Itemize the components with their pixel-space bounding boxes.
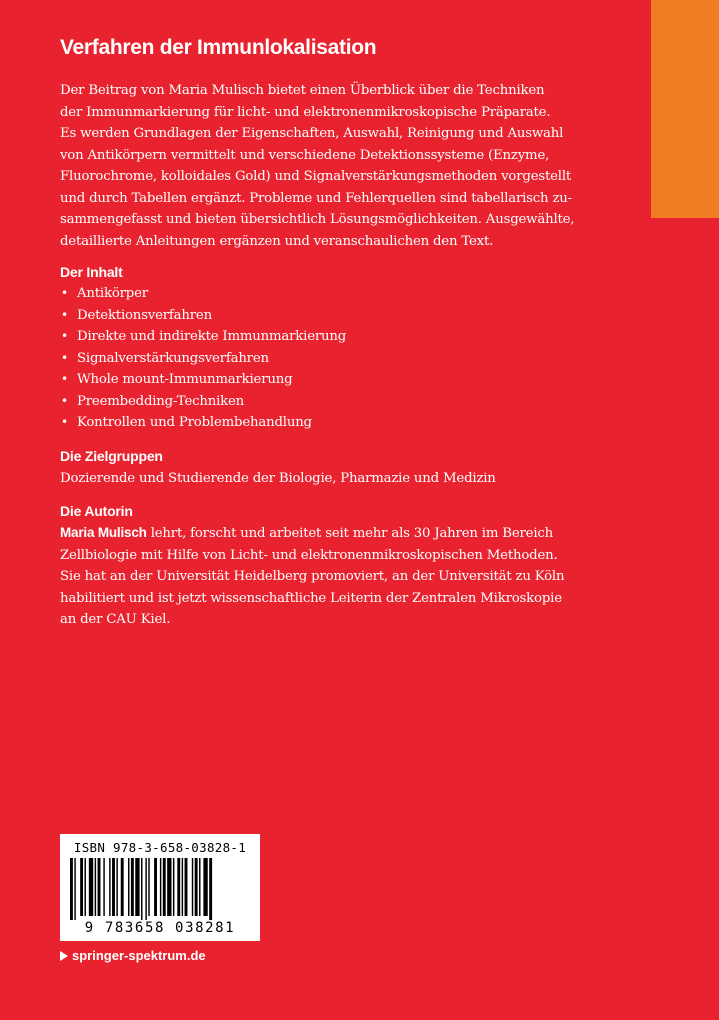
barcode-bar: [70, 858, 73, 920]
bullet-icon: •: [61, 329, 68, 343]
barcode-bar: [145, 858, 146, 920]
list-item: [60, 412, 600, 434]
barcode-bar: [167, 858, 171, 916]
ean-digits: 9 783658 038281: [84, 920, 236, 936]
bullet-icon: •: [61, 307, 68, 322]
publisher-url: springer-spektrum.de: [72, 948, 206, 963]
barcode-bar: [148, 858, 149, 916]
bullet-icon: •: [61, 350, 68, 365]
author-bio-paragraph: [60, 522, 600, 631]
intro-line: Fluorochrome, kolloidales Gold) und Signalverstärkungsmethoden vorgestellt: [60, 169, 572, 184]
barcode-bar: [182, 858, 183, 916]
barcode-bar: [103, 858, 104, 916]
barcode-bar: [209, 858, 212, 920]
intro-line: von Antikörpern vermittelt und verschiedene Detektionssysteme (Enzyme,: [60, 147, 550, 163]
barcode-bar: [116, 858, 117, 916]
intro-paragraph: [60, 80, 600, 252]
list-item-label: Direkte und indirekte Immunmarkierung: [77, 329, 347, 344]
barcode-bars-icon: [70, 858, 250, 920]
barcode-bar: [80, 858, 83, 916]
barcode-bar: [185, 858, 188, 916]
barcode-bar: [192, 858, 193, 916]
intro-line: detaillierte Anleitungen ergänzen und veranschaulichen den Text.: [60, 233, 494, 249]
intro-line: und durch Tabellen ergänzt. Probleme und Fehlerquellen sind tabellarisch zu-: [60, 190, 572, 206]
barcode-bar: [177, 858, 180, 916]
intro-line: der Immunmarkierung für licht- und elektronenmikroskopische Präparate.: [60, 104, 551, 120]
barcode-bar: [89, 858, 93, 916]
list-item-label: Preembedding-Techniken: [77, 393, 245, 409]
intro-line: sammengefasst und bieten übersichtlich Lösungsmöglichkeiten. Ausgewählte,: [60, 212, 575, 227]
barcode-bar: [173, 858, 174, 916]
isbn-barcode: [60, 834, 260, 941]
list-item: [60, 283, 600, 305]
barcode-bar: [128, 858, 129, 916]
publisher-link[interactable]: [60, 948, 206, 963]
play-arrow-icon: [60, 951, 68, 961]
intro-line: Es werden Grundlagen der Eigenschaften, Auswahl, Reinigung und Auswahl: [60, 126, 564, 141]
orange-accent-tab: [651, 0, 719, 218]
list-item-label: Detektionsverfahren: [77, 307, 212, 323]
barcode-bar: [163, 858, 166, 916]
list-item-label: Whole mount-Immunmarkierung: [77, 372, 293, 387]
barcode-bar: [109, 858, 110, 916]
author-bio-line: an der CAU Kiel.: [60, 612, 171, 627]
author-bio-line: habilitiert und ist jetzt wissenschaftliche Leiterin der Zentralen Mikroskopie: [60, 590, 562, 606]
author-bio-first-line: [60, 522, 600, 545]
barcode-bar: [141, 858, 142, 920]
list-item-label: Kontrollen und Problembehandlung: [77, 415, 312, 430]
barcode-bar: [131, 858, 134, 916]
author-name: Maria Mulisch: [60, 525, 147, 540]
barcode-bar: [195, 858, 198, 916]
isbn-label: ISBN 978-3-658-03828-1: [73, 840, 247, 855]
list-item: [60, 391, 600, 413]
barcode-bar: [203, 858, 207, 916]
author-bio-line: Sie hat an der Universität Heidelberg promoviert, an der Universität zu Köln: [60, 569, 565, 584]
bullet-icon: •: [61, 393, 68, 408]
barcode-bar: [95, 858, 96, 916]
cover-text-content: [60, 80, 600, 631]
barcode-bar: [154, 858, 157, 916]
section-heading-inhalt: Der Inhalt: [60, 264, 123, 280]
list-item: [60, 369, 600, 391]
list-item: [60, 305, 600, 327]
author-bio-line-rest: lehrt, forscht und arbeitet seit mehr als 30 Jahren im Bereich: [146, 526, 553, 541]
target-audience-text: Dozierende und Studierende der Biologie, Pharmazie und Medizin: [60, 470, 496, 486]
barcode-bar: [85, 858, 86, 916]
book-title: Verfahren der Immunlokalisation: [60, 36, 377, 59]
barcode-bar: [121, 858, 124, 916]
bullet-icon: •: [61, 415, 68, 429]
barcode-bar: [160, 858, 161, 916]
bullet-icon: •: [61, 286, 68, 300]
list-item-label: Signalverstärkungsverfahren: [77, 350, 269, 366]
contents-list: [60, 283, 600, 434]
list-item-label: Antikörper: [77, 286, 148, 301]
list-item: [60, 326, 600, 348]
barcode-bar: [135, 858, 139, 916]
barcode-bar: [74, 858, 75, 920]
author-bio-line: Zellbiologie mit Hilfe von Licht- und elektronenmikroskopischen Methoden.: [60, 547, 558, 563]
bullet-icon: •: [61, 372, 68, 386]
list-item: [60, 348, 600, 370]
barcode-bar: [112, 858, 115, 916]
section-heading-autorin: Die Autorin: [60, 503, 133, 519]
intro-line: Der Beitrag von Maria Mulisch bietet einen Überblick über die Techniken: [60, 83, 545, 98]
section-heading-zielgruppen: Die Zielgruppen: [60, 447, 163, 464]
barcode-bar: [199, 858, 200, 916]
barcode-bar: [98, 858, 101, 916]
